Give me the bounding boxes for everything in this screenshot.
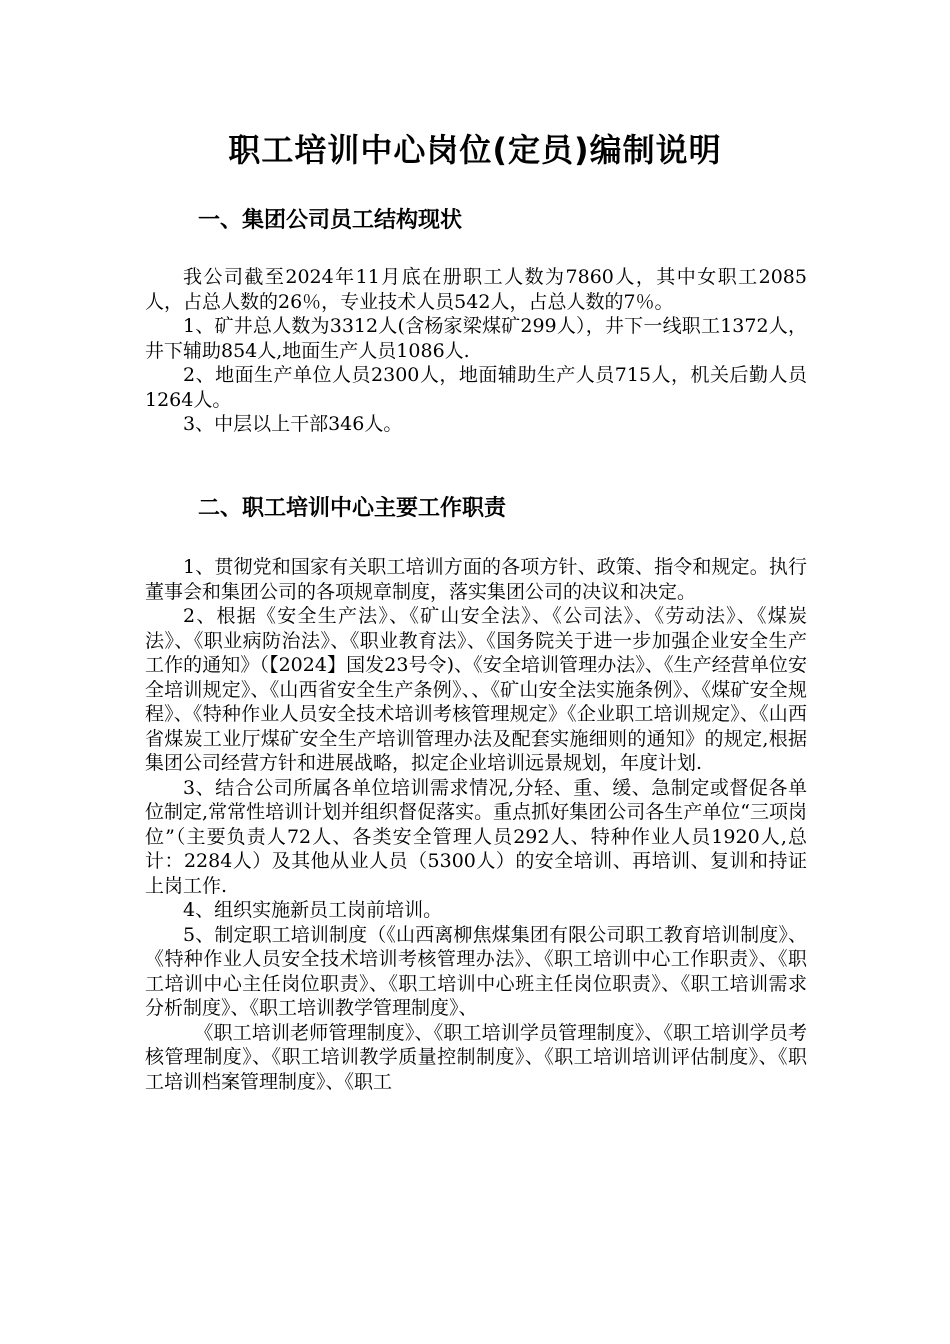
paragraph: 1、矿井总人数为3312人(含杨家梁煤矿299人），井下一线职工1372人，井下辅助854人,地面生产人员1086人. — [145, 315, 807, 362]
section-1-body — [145, 265, 807, 437]
paragraph: 3、中层以上干部346人。 — [183, 413, 403, 435]
paragraph: 《职工培训老师管理制度》、《职工培训学员管理制度》、《职工培训学员考核管理制度》、《职工培训教学质量控制制度》、《职工培训培训评估制度》、《职工培训档案管理制度》、《职工 — [145, 1021, 807, 1093]
paragraph: 5、制定职工培训制度（《山西离柳焦煤集团有限公司职工教育培训制度》、《特种作业人员安全技术培训考核管理办法》、《职工培训中心工作职责》、《职工培训中心主任岗位职责》、《职工培训中心班主任岗位职责》、《职工培训需求分析制度》、《职工培训教学管理制度》、 — [145, 923, 807, 1019]
paragraph: 3、结合公司所属各单位培训需求情况,分轻、重、缓、急制定或督促各单位制定,常常性培训计划并组织督促落实。重点抓好集团公司各生产单位“三项岗位”（主要负责人72人、各类安全管理人员292人、特种作业人员1920人,总计：2284人）及其他从业人员（5300人）的安全培训、再培训、复训和持证上岗工作. — [145, 776, 807, 897]
paragraph: 我公司截至2024年11月底在册职工人数为7860人，其中女职工2085人，占总人数的26％，专业技术人员542人，占总人数的7％。 — [145, 266, 807, 313]
paragraph: 4、组织实施新员工岗前培训。 — [183, 899, 443, 921]
document-title: 职工培训中心岗位(定员)编制说明 — [228, 131, 722, 169]
paragraph: 2、根据《安全生产法》、《矿山安全法》、《公司法》、《劳动法》、《煤炭法》、《职业病防治法》、《职业教育法》、《国务院关于进一步加强企业安全生产工作的通知》（【2024】国发23号令)、《安全培训管理办法》、《生产经营单位安全培训规定》、《山西省安全生产条例》、、《矿山安全法实施条例》、《煤矿安全规程》、《特种作业人员安全技术培训考核管理规定》《企业职工培训规定》、《山西省煤炭工业厅煤矿安全生产培训管理办法及配套实施细则的通知》的规定,根据集团公司经营方针和进展战略，拟定企业培训远景规划，年度计划. — [145, 605, 807, 774]
section-heading-1: 一、集团公司员工结构现状 — [198, 208, 463, 233]
section-heading-2: 二、职工培训中心主要工作职责 — [198, 496, 507, 521]
section-2-body — [145, 555, 807, 1094]
paragraph: 1、贯彻党和国家有关职工培训方面的各项方针、政策、指令和规定。执行董事会和集团公司的各项规章制度，落实集团公司的决议和决定。 — [145, 556, 807, 603]
paragraph: 2、地面生产单位人员2300人，地面辅助生产人员715人，机关后勤人员1264人。 — [145, 364, 807, 411]
